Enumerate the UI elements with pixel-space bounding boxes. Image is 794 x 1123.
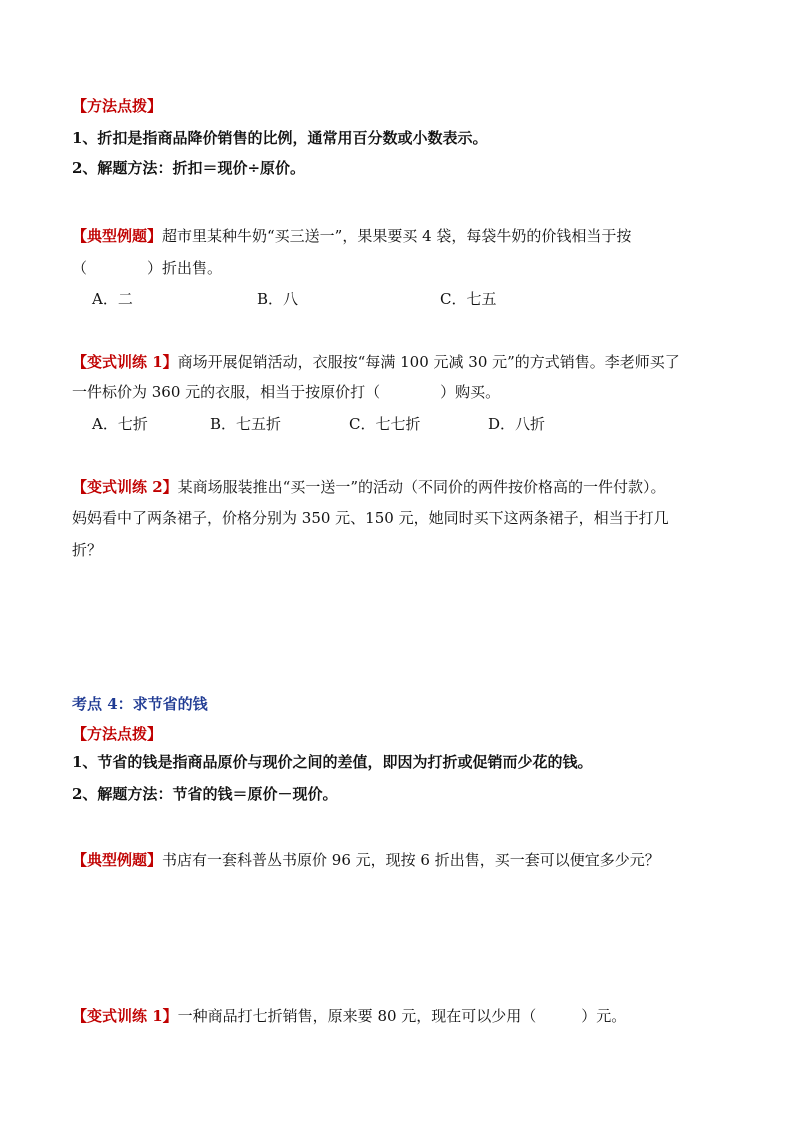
variant-3-tag: 【变式训练 1】 — [72, 1007, 178, 1025]
variant-1-tag: 【变式训练 1】 — [72, 353, 178, 371]
variant-1-option-c: C．七七折 — [349, 415, 421, 433]
example-2-text: 书店有一套科普丛书原价 96 元，现按 6 折出售，买一套可以便宜多少元？ — [162, 851, 660, 869]
method-tip-2-line-2: 2、解题方法：节省的钱＝原价－现价。 — [72, 785, 338, 803]
example-question-line-2: （ ）折出售。 — [72, 259, 223, 277]
method-tip-heading: 【方法点拨】 — [72, 97, 163, 115]
variant-1-text: 商场开展促销活动，衣服按“每满 100 元减 30 元”的方式销售。李老师买了 — [177, 353, 680, 371]
variant-2-question — [72, 477, 666, 497]
variant-3-text: 一种商品打七折销售，原来要 80 元，现在可以少用（ ）元。 — [177, 1007, 627, 1025]
example-option-c: C．七五 — [440, 290, 497, 308]
variant-3-question — [72, 1006, 626, 1026]
example-option-b: B．八 — [257, 290, 299, 308]
variant-1-option-a: A．七折 — [92, 415, 148, 433]
method-tip-line-2: 2、解题方法：折扣＝现价÷原价。 — [72, 159, 306, 177]
method-tip-2-line-1: 1、节省的钱是指商品原价与现价之间的差值，即因为打折或促销而少花的钱。 — [72, 753, 593, 771]
example-tag: 【典型例题】 — [72, 227, 163, 245]
variant-1-option-d: D．八折 — [488, 415, 546, 433]
example-option-a: A．二 — [92, 290, 133, 308]
variant-1-option-b: B．七五折 — [210, 415, 282, 433]
topic-heading: 考点 4：求节省的钱 — [72, 695, 208, 713]
variant-2-question-line-2: 妈妈看中了两条裙子，价格分别为 350 元、150 元，她同时买下这两条裙子，相当于打几 — [72, 509, 669, 527]
example-question — [72, 226, 631, 246]
example-question-text: 超市里某种牛奶“买三送一”，果果要买 4 袋，每袋牛奶的价钱相当于按 — [162, 227, 632, 245]
variant-2-question-line-3: 折？ — [72, 541, 103, 559]
variant-2-tag: 【变式训练 2】 — [72, 478, 178, 496]
variant-1-question-line-2: 一件标价为 360 元的衣服，相当于按原价打（ ）购买。 — [72, 383, 501, 401]
variant-1-question — [72, 352, 680, 372]
example-2-tag: 【典型例题】 — [72, 851, 163, 869]
method-tip-line-1: 1、折扣是指商品降价销售的比例，通常用百分数或小数表示。 — [72, 129, 488, 147]
example-2-question — [72, 850, 660, 870]
variant-2-text: 某商场服装推出“买一送一”的活动（不同价的两件按价格高的一件付款）。 — [177, 478, 666, 496]
method-tip-heading-2: 【方法点拨】 — [72, 725, 163, 743]
